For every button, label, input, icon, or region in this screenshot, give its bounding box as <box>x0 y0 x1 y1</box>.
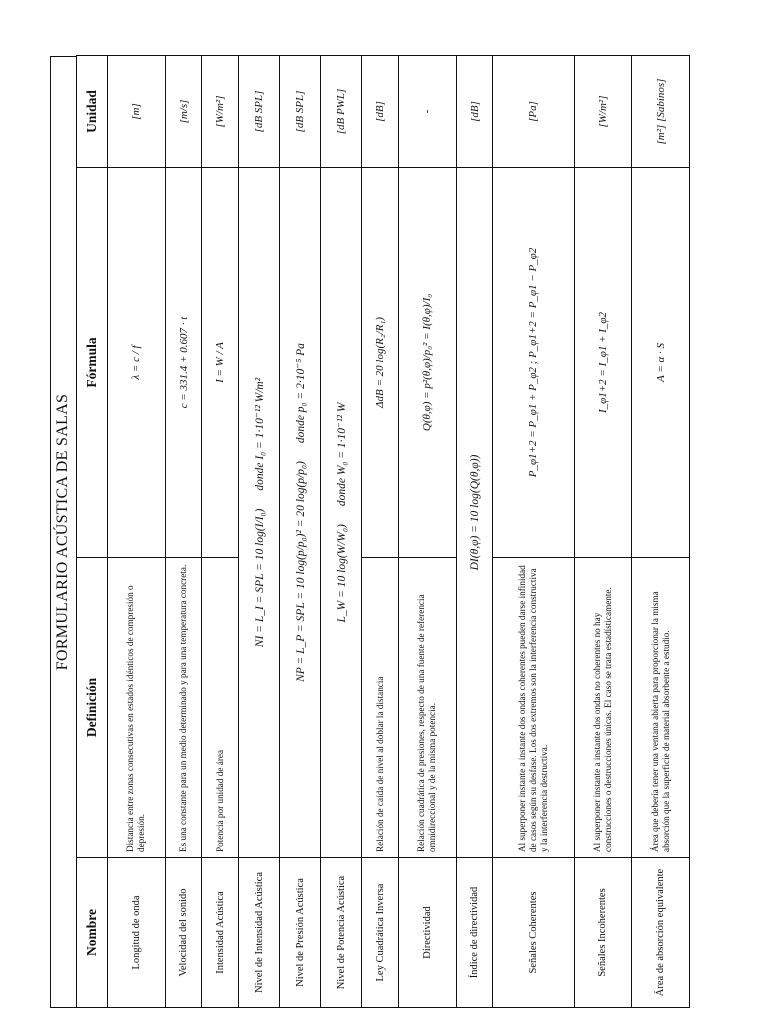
formula-note: donde p₀ = 2·10⁻⁵ Pa <box>295 343 308 444</box>
row-unit: [W/m²] <box>574 56 632 168</box>
table-row <box>362 56 399 1008</box>
table-row <box>202 56 239 1008</box>
row-merged-formula: DI(θ,φ) = 10 log(Q(θ,φ)) <box>456 168 493 858</box>
row-merged-formula <box>321 168 362 858</box>
row-definition: Área que debería tener una ventana abierta para proporcionar la misma absorción que la superficie de material absorbente a estudio. <box>632 558 690 858</box>
row-name: Nivel de Intensidad Acústica <box>239 858 280 1008</box>
formula-note: donde W₀ = 1·10⁻¹² W <box>336 402 349 507</box>
formula-text: NP = L_P = SPL = 10 log(p/p₀)² = 20 log(p/p₀) <box>295 461 308 682</box>
row-formula: I = W / A <box>202 168 239 558</box>
table-row <box>574 56 632 1008</box>
row-definition: Relación de caída de nivel al doblar la distancia <box>362 558 399 858</box>
table-row <box>239 56 280 1008</box>
header-unidad: Unidad <box>77 56 108 168</box>
row-definition: Al superponer instante a instante dos ondas coherentes pueden darse infinidad de casos según su desfase. Los dos extremos son la interferencia constructiva y la interferencia destructiva. <box>493 558 574 858</box>
row-name: Velocidad del sonido <box>165 858 202 1008</box>
row-formula: λ = c / f <box>108 168 166 558</box>
row-unit: [m] <box>108 56 166 168</box>
row-name: Longitud de onda <box>108 858 166 1008</box>
row-unit: [m²] [Sabinos] <box>632 56 690 168</box>
row-unit: [dB SPL] <box>239 56 280 168</box>
row-name: Índice de directividad <box>456 858 493 1008</box>
table-row <box>632 56 690 1008</box>
row-definition: Es una constante para un medio determinado y para una temperatura concreta. <box>165 558 202 858</box>
row-definition: Distancia entre zonas consecutivas en estados idénticos de compresión o depresión. <box>108 558 166 858</box>
formula-text: L_W = 10 log(W/W₀) <box>336 524 349 623</box>
table-row <box>493 56 574 1008</box>
row-unit: [dB] <box>456 56 493 168</box>
header-definicion: Definición <box>77 558 108 858</box>
row-formula: c = 331.4 + 0.607 · t <box>165 168 202 558</box>
header-formula: Fórmula <box>77 168 108 558</box>
row-unit: [m/s] <box>165 56 202 168</box>
row-unit: - <box>398 56 456 168</box>
row-name: Ley Cuadrática Inversa <box>362 858 399 1008</box>
row-name: Nivel de Potencia Acústica <box>321 858 362 1008</box>
row-formula: A = α · S <box>632 168 690 558</box>
table-row <box>108 56 166 1008</box>
row-name: Área de absorción equivalente <box>632 858 690 1008</box>
row-formula: ΔdB = 20 log(R₂/R₁) <box>362 168 399 558</box>
formula-note: donde I₀ = 1·10⁻¹² W/m² <box>254 377 267 491</box>
row-unit: [W/m²] <box>202 56 239 168</box>
header-nombre: Nombre <box>77 858 108 1008</box>
rotated-sheet <box>50 56 690 1008</box>
row-name: Intensidad Acústica <box>202 858 239 1008</box>
document-page <box>50 56 690 1008</box>
table-row <box>456 56 493 1008</box>
row-unit: [dB SPL] <box>280 56 321 168</box>
table-row <box>398 56 456 1008</box>
table-row <box>280 56 321 1008</box>
row-name: Señales Incoherentes <box>574 858 632 1008</box>
row-name: Señales Coherentes <box>493 858 574 1008</box>
row-name: Directividad <box>398 858 456 1008</box>
row-formula: Q(θ,φ) = p²(θ,φ)/p₀² = I(θ,φ)/I₀ <box>398 168 456 558</box>
row-definition: Al superponer instante a instante dos ondas no coherentes no hay construcciones o destrucciones únicas. El caso se trata estadísticamente. <box>574 558 632 858</box>
table-row <box>321 56 362 1008</box>
formula-text: NI = L_I = SPL = 10 log(I/I₀) <box>254 508 267 648</box>
row-formula: I_φ1+2 = I_φ1 + I_φ2 <box>574 168 632 558</box>
table-row <box>165 56 202 1008</box>
page-title: FORMULARIO ACÚSTICA DE SALAS <box>50 56 76 1008</box>
row-merged-formula <box>239 168 280 858</box>
row-unit: [Pa] <box>493 56 574 168</box>
row-formula: P_φ1+2 = P_φ1 + P_φ2 ; P_φ1+2 = P_φ1 − P_φ2 <box>493 168 574 558</box>
row-name: Nivel de Presión Acústica <box>280 858 321 1008</box>
row-merged-formula <box>280 168 321 858</box>
table-header-row <box>77 56 108 1008</box>
row-unit: [dB] <box>362 56 399 168</box>
row-unit: [dB PWL] <box>321 56 362 168</box>
row-definition: Relación cuadrática de presiones, respecto de una fuente de referencia omnidireccional y de la misma potencia. <box>398 558 456 858</box>
formula-table <box>76 55 690 1008</box>
row-definition: Potencia por unidad de área <box>202 558 239 858</box>
